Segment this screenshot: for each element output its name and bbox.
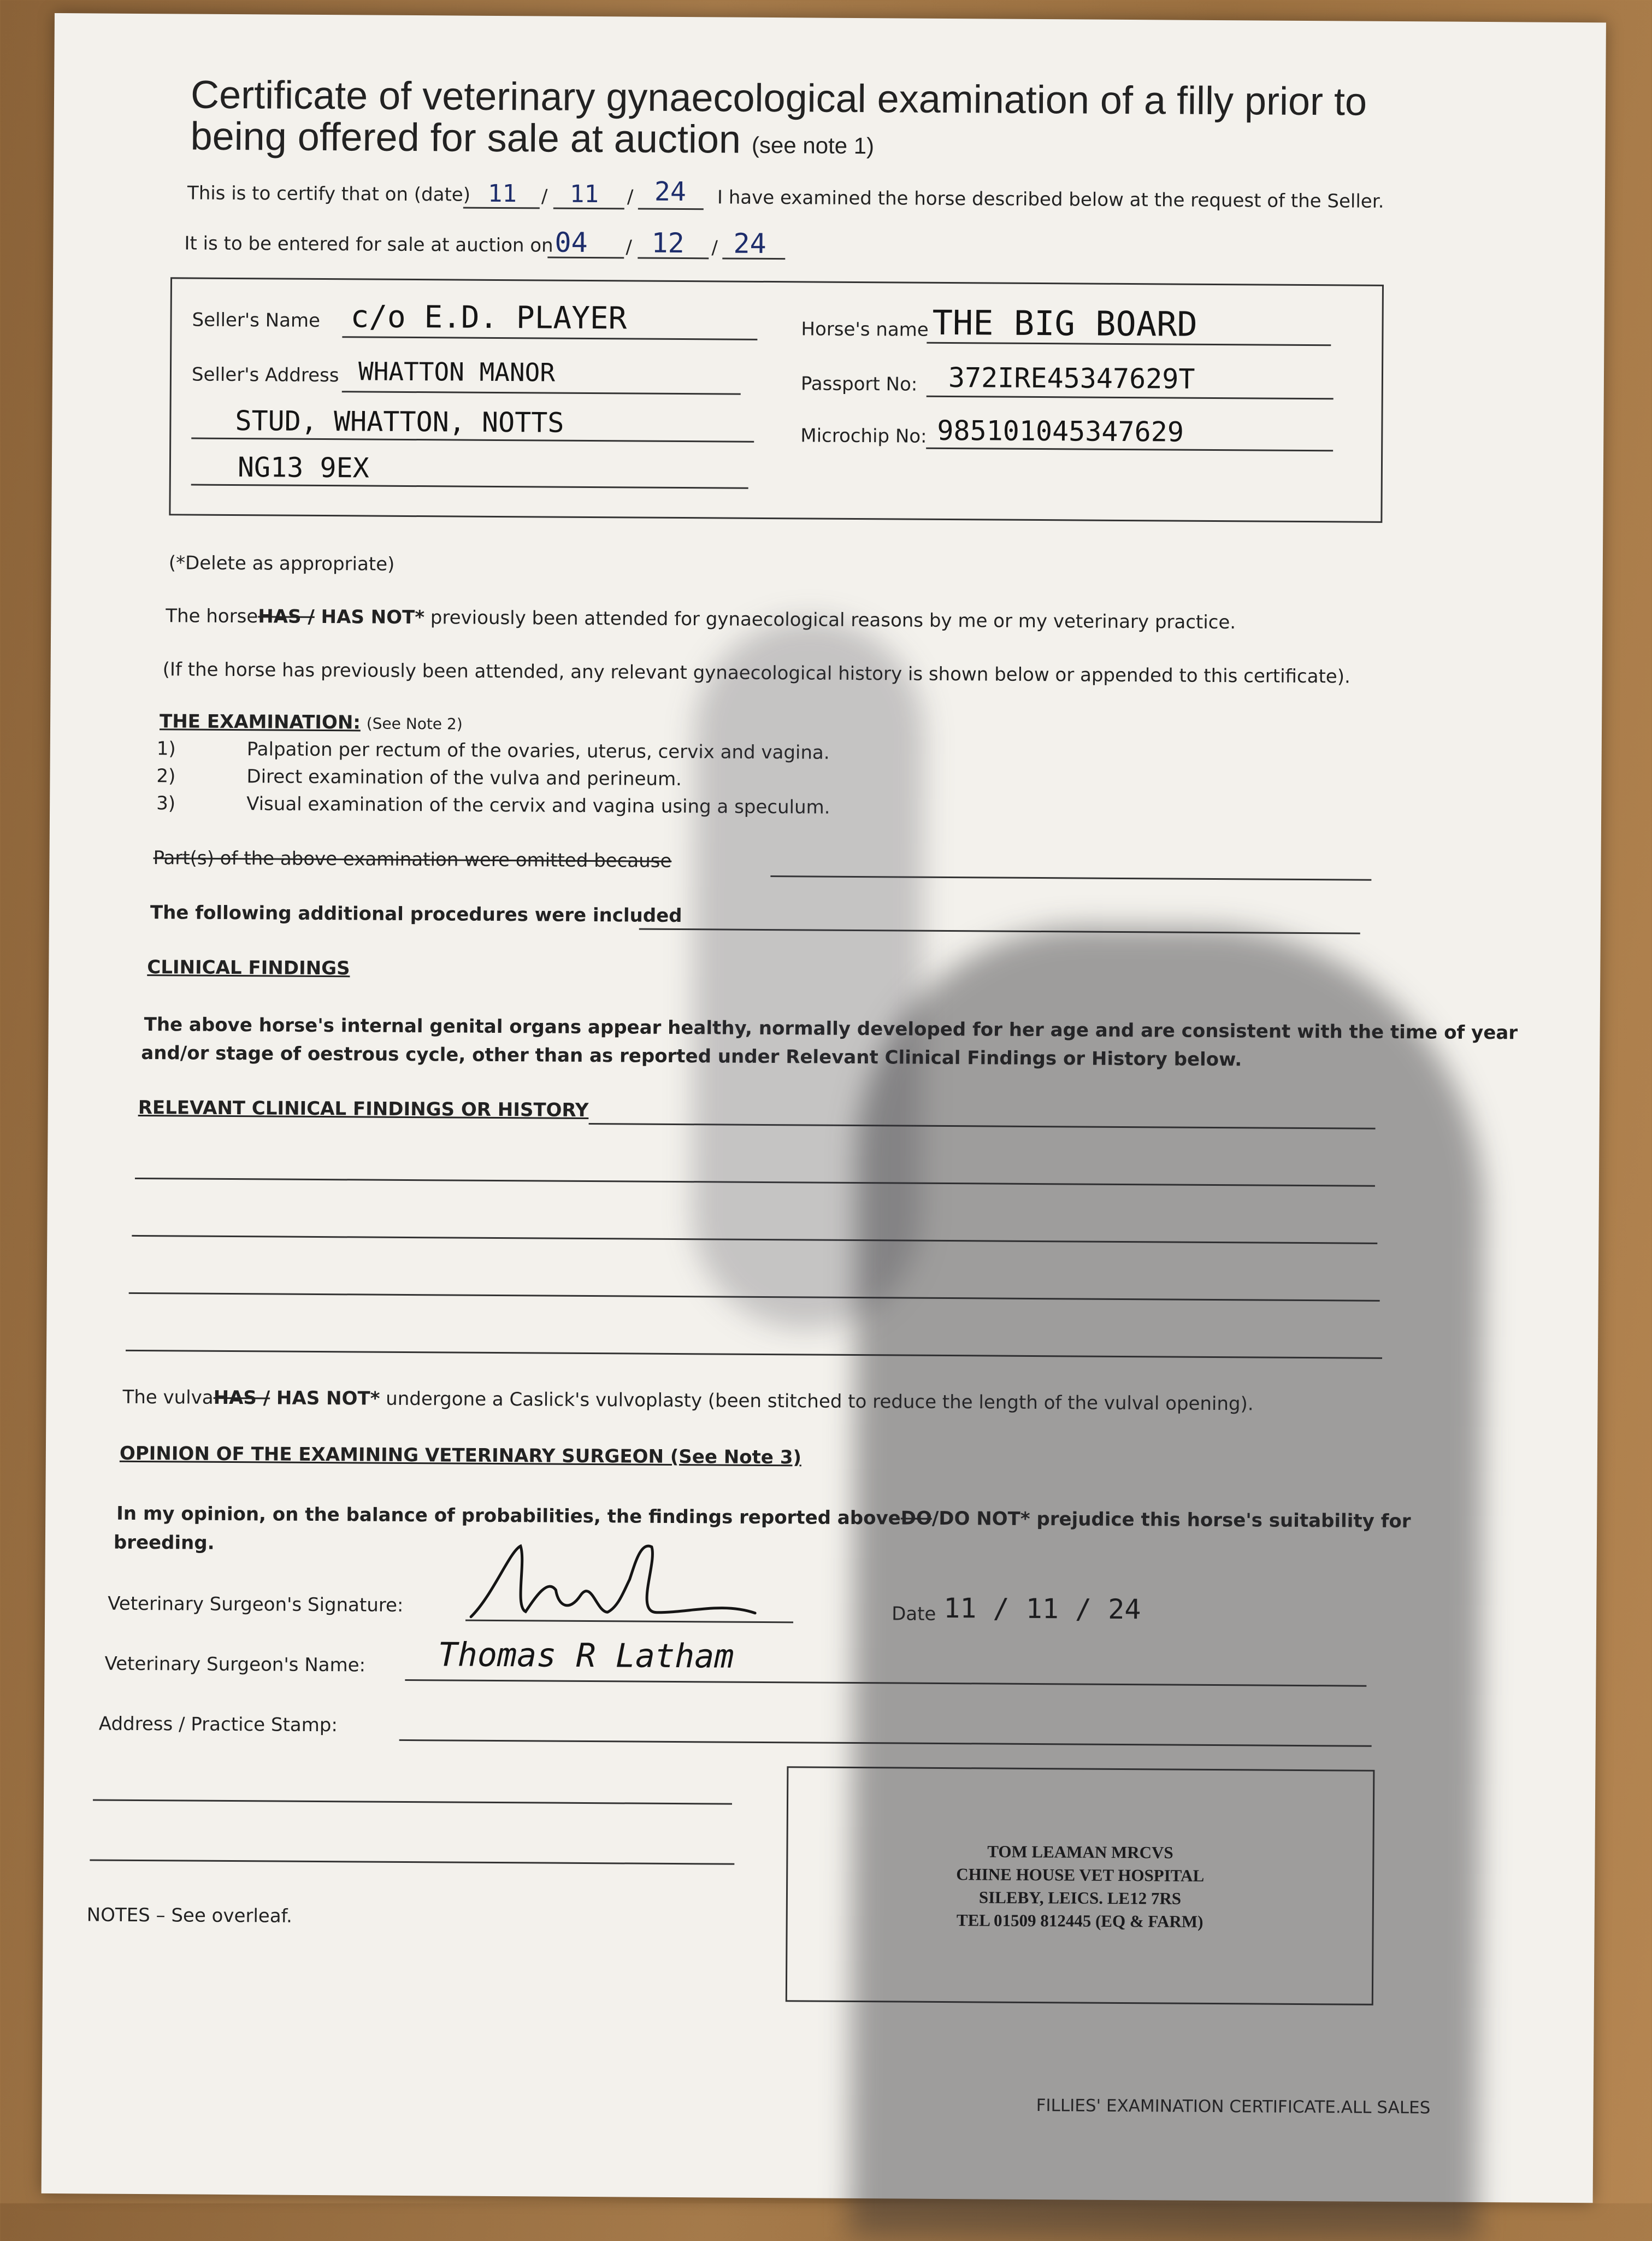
address-stamp-line [399,1739,1372,1747]
microchip-value[interactable]: 985101045347629 [937,414,1184,448]
title-line-2 [190,116,874,167]
date-separator: / [541,185,548,208]
address-stamp-label: Address / Practice Stamp: [98,1713,338,1737]
hand-shadow-light [691,618,925,1330]
title-line-2-text: being offered for sale at auction [190,114,741,162]
relevant-heading: RELEVANT CLINICAL FINDINGS OR HISTORY [138,1096,589,1122]
microchip-label: Microchip No: [800,425,927,448]
examination-heading-row [160,710,463,734]
exam-day[interactable]: 11 [487,179,517,208]
signature-scribble [460,1530,766,1630]
exam-item-num: 3) [156,792,176,815]
passport-label: Passport No: [800,373,918,396]
certify-prefix: This is to certify that on (date) [187,182,471,206]
horse-name-label: Horse's name [801,318,929,341]
attended-note: (If the horse has previously been attended, any relevant gynaecological history is shown below or appended to this certificate). [162,658,1350,688]
certify-suffix: I have examined the horse described below at the request of the Seller. [717,186,1384,213]
clinical-line-2: and/or stage of oestrous cycle, other than as reported under Relevant Clinical Findings or History below. [141,1042,1242,1071]
seller-name-label: Seller's Name [192,309,321,332]
address-blank-line [90,1859,734,1864]
sign-date-value[interactable]: 11 / 11 / 24 [943,1592,1141,1626]
relevant-line [126,1350,1382,1359]
signature-label: Veterinary Surgeon's Signature: [108,1592,404,1616]
relevant-line [589,1123,1376,1130]
clinical-heading: CLINICAL FINDINGS [147,956,350,980]
vulva-suffix: undergone a Caslick's vulvoplasty (been stitched to reduce the length of the vulval opening). [380,1387,1254,1415]
practice-stamp-box [786,1766,1375,2005]
additional-line [639,928,1360,934]
seller-address-line2[interactable]: STUD, WHATTON, NOTTS [235,405,564,439]
stamp-line: TOM LEAMAN MRCVS [987,1842,1173,1862]
exam-year-line [638,208,704,210]
horse-name-value[interactable]: THE BIG BOARD [932,302,1198,344]
title-note: (see note 1) [751,132,875,159]
exam-item-num: 2) [156,765,176,787]
opinion-heading: OPINION OF THE EXAMINING VETERINARY SURGEON (See Note 3) [119,1442,802,1469]
stamp-line: SILEBY, LEICS. LE12 7RS [978,1887,1182,1908]
vulva-statement [122,1386,1253,1415]
exam-item-text: Visual examination of the cervix and vagina using a speculum. [246,793,830,819]
attended-struck: HAS / [258,605,315,628]
date-separator: / [627,186,634,208]
seller-address-label: Seller's Address [191,363,339,387]
omitted-line [770,875,1371,881]
auction-day[interactable]: 04 [554,226,588,258]
sign-date-label: Date [892,1603,936,1625]
seller-name-value[interactable]: c/o E.D. PLAYER [350,299,627,337]
vet-name-line [405,1679,1366,1687]
exam-item-num: 1) [156,738,176,760]
auction-month[interactable]: 12 [651,227,685,260]
vulva-struck: HAS / [213,1386,270,1409]
examination-heading-note: (See Note 2) [366,714,463,733]
opinion-line-2: breeding. [113,1531,215,1554]
opinion-prefix: In my opinion, on the balance of probabilities, the findings reported above [116,1502,901,1530]
certificate-sheet [42,13,1606,2203]
auction-prefix: It is to be entered for sale at auction on [184,232,553,257]
exam-item [156,765,175,787]
attended-suffix: previously been attended for gynaecological reasons by me or my veterinary practice. [424,607,1236,634]
passport-value[interactable]: 372IRE45347629T [948,362,1195,395]
vet-name-label: Veterinary Surgeon's Name: [104,1652,366,1677]
delete-note: (*Delete as appropriate) [168,552,395,575]
seller-address-line1[interactable]: WHATTON MANOR [358,356,556,387]
seller-address-line3[interactable]: NG13 9EX [237,451,369,484]
vet-name-value[interactable]: Thomas R Latham [438,1636,734,1676]
date-separator: / [711,237,718,259]
attended-statement [166,605,1236,633]
relevant-line [129,1292,1380,1302]
exam-item-text: Direct examination of the vulva and perineum. [246,766,682,791]
practice-stamp [788,1839,1373,1934]
title-line-1: Certificate of veterinary gynaecological examination of a filly prior to [190,73,1367,124]
vulva-kept: HAS NOT* [270,1387,380,1410]
hand-shadow [849,925,1486,2240]
attended-prefix: The horse [166,605,258,628]
opinion-suffix: prejudice this horse's suitability for [1030,1508,1411,1533]
exam-item [156,792,175,814]
clinical-line-1: The above horse's internal genital organs appear healthy, normally developed for her age and are consistent with the time of year [144,1014,1518,1044]
notes-text: NOTES – See overleaf. [86,1904,293,1927]
opinion-line-1 [116,1503,1411,1532]
attended-kept: HAS NOT* [314,605,425,629]
footer-text: FILLIES' EXAMINATION CERTIFICATE.ALL SALES [1036,2096,1431,2118]
exam-year[interactable]: 24 [654,176,686,208]
vulva-prefix: The vulva [122,1386,214,1409]
relevant-line [135,1178,1375,1187]
exam-item [157,738,176,760]
address-blank-line [93,1799,732,1804]
opinion-struck: DO [900,1507,933,1530]
stamp-line: CHINE HOUSE VET HOSPITAL [956,1864,1205,1885]
opinion-kept: /DO NOT* [931,1507,1030,1530]
omitted-statement: Part(s) of the above examination were omitted because [153,847,672,872]
date-separator: / [626,236,632,258]
additional-procedures: The following additional procedures were included [150,902,682,927]
examination-heading: THE EXAMINATION: [159,710,361,734]
exam-month[interactable]: 11 [569,180,599,209]
relevant-line [132,1235,1377,1244]
stamp-line: TEL 01509 812445 (EQ & FARM) [956,1910,1203,1931]
exam-item-text: Palpation per rectum of the ovaries, uterus, cervix and vagina. [246,738,830,764]
auction-year[interactable]: 24 [733,227,766,260]
